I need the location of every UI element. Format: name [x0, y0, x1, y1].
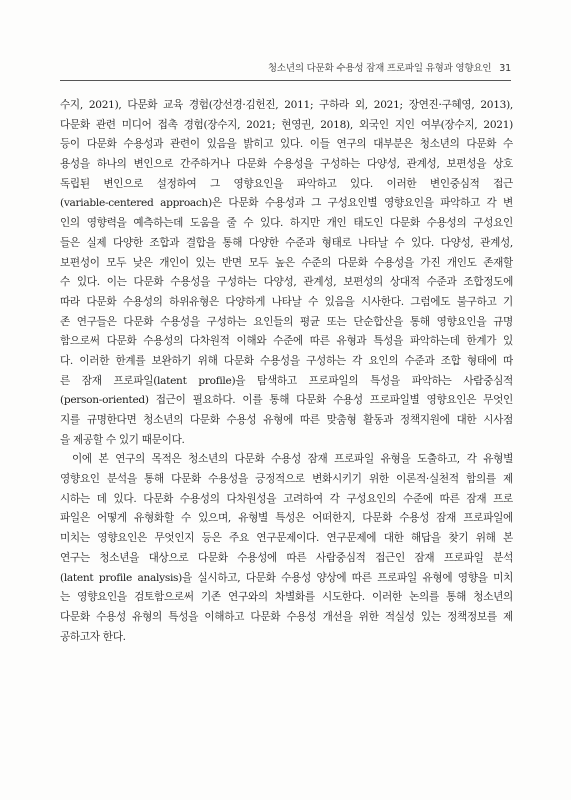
text-line: (person-oriented) 접근이 필요하다. 이를 통해 다문화 수용성 프로파일별 영향요인은 무엇인 [60, 394, 513, 407]
text-line: 지를 규명한다면 청소년의 다문화 수용성 유형에 따른 맞춤형 활동과 정책지원에 대한 시사점 [60, 414, 513, 426]
text-line: 연구는 청소년을 대상으로 다문화 수용성에 따른 사람중심적 접근인 잠재 프로파일 분석 [60, 551, 513, 564]
text-line: 다. 이러한 한계를 보완하기 위해 다문화 수용성을 구성하는 각 요인의 수준과 조합 형태에 따 [60, 354, 513, 367]
text-line: 공하고자 한다. [60, 630, 126, 643]
text-line: 수 있다. 이는 다문화 수용성을 구성하는 다양성, 관계성, 보편성의 상대적 수준과 조합정도에 [60, 276, 513, 289]
text-line: 수지, 2021), 다문화 교육 경험(강선경·김헌진, 2011; 구하라 외, 2021; 장연진·구혜영, 2013), [60, 99, 513, 111]
text-line: 보편성이 모두 낮은 개인이 있는 반면 모두 높은 수준의 다문화 수용성을 가진 개인도 존재할 [60, 256, 513, 269]
text-line: 용성을 하나의 변인으로 간주하거나 다문화 수용성을 구성하는 다양성, 관계성, 보편성을 상호 [60, 158, 513, 171]
running-header [60, 60, 511, 76]
text-line: 파일은 어떻게 유형화할 수 있으며, 유형별 특성은 어떠한지, 다문화 수용성 잠재 프로파일에 [60, 512, 513, 525]
text-line: 따라 다문화 수용성의 하위유형은 다양하게 나타날 수 있음을 시사한다. 그럼에도 불구하고 기 [60, 295, 513, 308]
text-line: (latent profile analysis)을 실시하고, 다문화 수용성 양상에 따른 프로파일 유형에 영향을 미치 [60, 571, 513, 584]
header-rule [60, 80, 511, 81]
text-line: 다문화 수용성 유형의 특성을 이해하고 다문화 수용성 개선을 위한 적실성 있는 정책정보를 제 [60, 610, 513, 623]
text-line: 인의 영향력을 예측하는데 도움을 줄 수 있다. 하지만 개인 태도인 다문화 수용성의 구성요인 [60, 217, 513, 230]
text-line: 미치는 영향요인은 무엇인지 등은 주요 연구문제이다. 연구문제에 대한 해답을 찾기 위해 본 [60, 532, 513, 545]
text-line: 을 제공할 수 있기 때문이다. [60, 433, 185, 446]
text-line: 함으로써 다문화 수용성의 다차원적 이해와 수준에 따른 유형과 특성을 파악하는데 한계가 있 [60, 335, 513, 348]
text-line: 이에 본 연구의 목적은 청소년의 다문화 수용성 잠재 프로파일 유형을 도출하고, 각 유형별 [72, 453, 513, 466]
text-line: 영향요인 분석을 통해 다문화 수용성을 긍정적으로 변화시키기 위한 이론적·실천적 함의를 제 [60, 473, 513, 486]
body-text [60, 96, 513, 647]
text-line: 른 잠재 프로파일(latent profile)을 탐색하고 프로파일의 특성을 파악하는 사람중심적 [60, 374, 513, 387]
text-line: 존 연구들은 다문화 수용성을 구성하는 요인들의 평균 또는 단순합산을 통해 영향요인을 규명 [60, 315, 513, 328]
running-title: 청소년의 다문화 수용성 잠재 프로파일 유형과 영향요인 [267, 63, 492, 74]
paragraph-1 [60, 96, 513, 450]
page-number: 31 [499, 63, 511, 74]
text-line: 독립된 변인으로 설정하여 그 영향요인을 파악하고 있다. 이러한 변인중심적 접근 [60, 177, 513, 190]
text-line: 는 영향요인을 검토함으로써 기존 연구와의 차별화를 시도한다. 이러한 논의를 통해 청소년의 [60, 591, 513, 604]
text-line: 다문화 관련 미디어 접촉 경험(장수지, 2021; 현영권, 2018), 외국인 지인 여부(장수지, 2021) [60, 118, 513, 131]
text-line: 등이 다문화 수용성과 관련이 있음을 밝히고 있다. 이들 연구의 대부분은 청소년의 다문화 수 [60, 138, 513, 151]
text-line: 들은 실제 다양한 조합과 결합을 통해 다양한 수준과 형태로 나타날 수 있다. 다양성, 관계성, [60, 236, 513, 249]
text-line: 시하는 데 있다. 다문화 수용성의 다차원성을 고려하여 각 구성요인의 수준에 따른 잠재 프로 [60, 492, 513, 505]
paragraph-2 [60, 450, 513, 647]
text-line: (variable-centered approach)은 다문화 수용성과 그 구성요인별 영향요인을 파악하고 각 변 [60, 197, 513, 210]
